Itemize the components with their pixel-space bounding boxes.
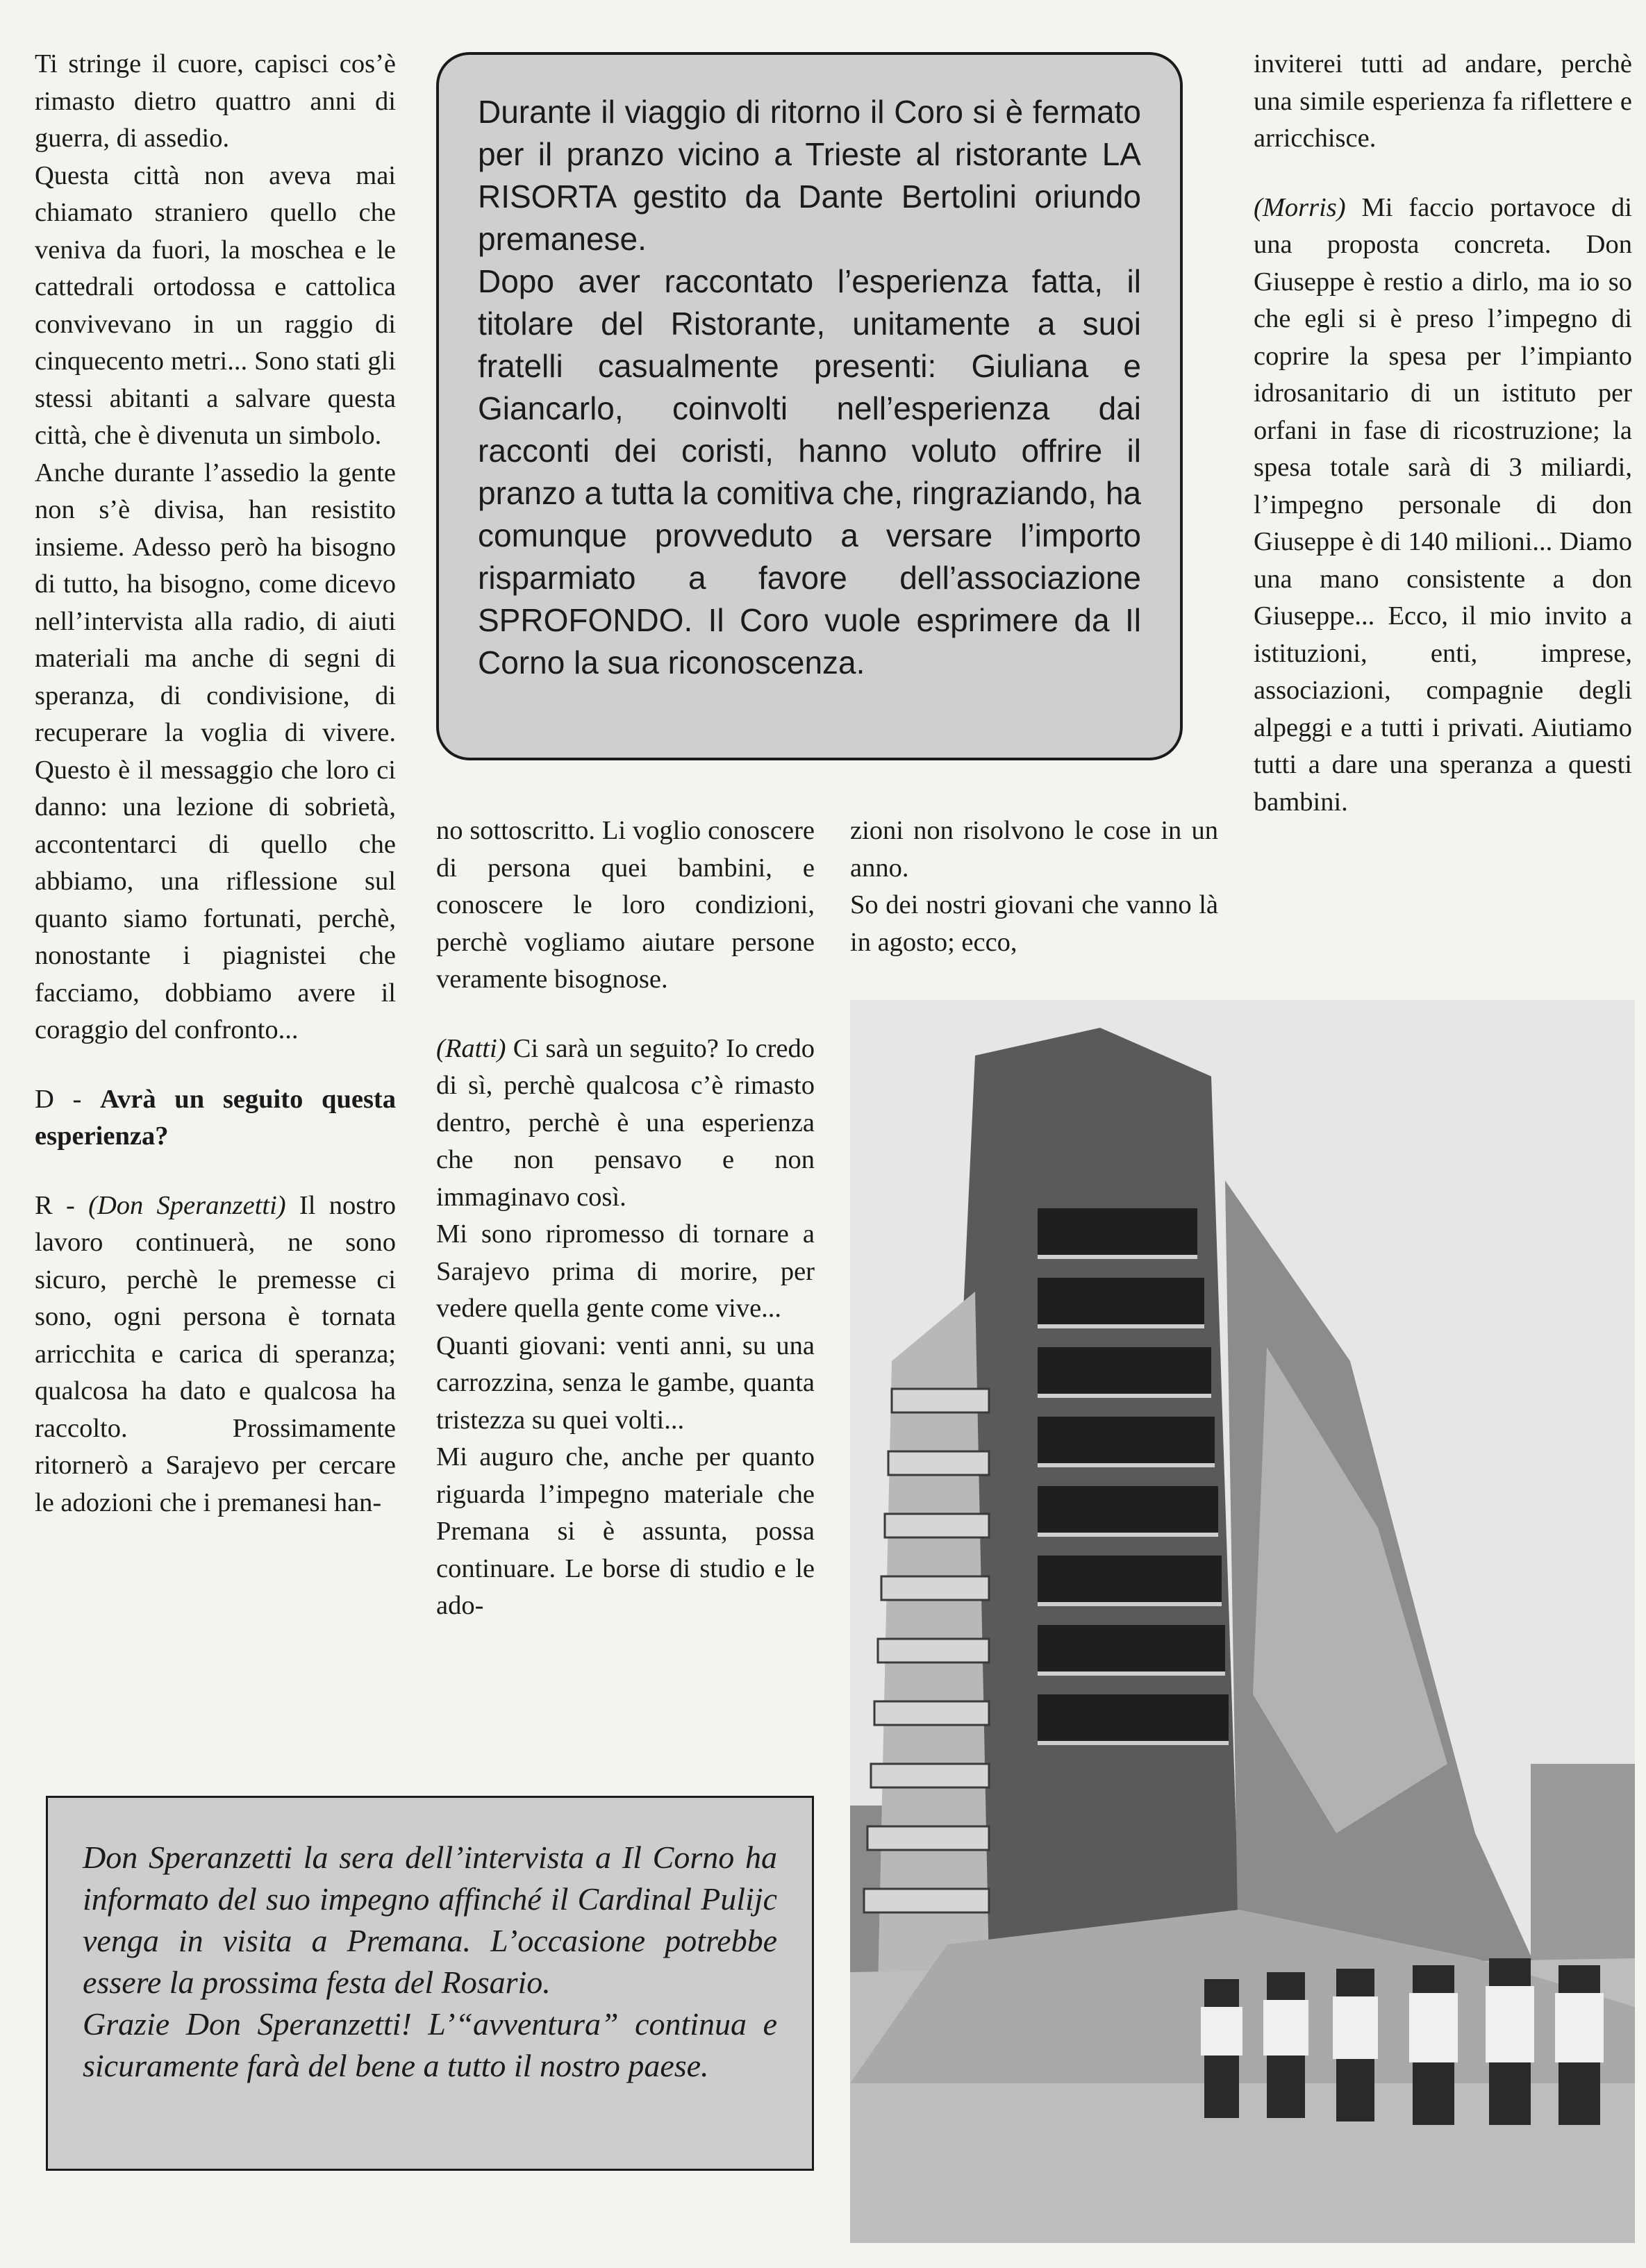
paragraph: zioni non risolvono le cose in un anno. <box>850 816 1218 883</box>
speaker-name: (Morris) <box>1254 192 1346 222</box>
article-column-3 <box>850 812 1218 961</box>
paragraph: Mi auguro che, anche per quanto riguarda l’impegno materiale che Premana si è assunta, possa continuare. Le borse di studio e le ado- <box>436 1442 815 1620</box>
paragraph: So dei nostri giovani che vanno là in agosto; ecco, <box>850 890 1218 957</box>
paragraph: Ti stringe il cuore, capisci cos’è rimasto dietro quattro anni di guerra, di assedio. <box>35 49 396 153</box>
answer-text: Il nostro lavoro continuerà, ne sono sicuro, perchè le premesse ci sono, ogni persona è tornata arricchita e carica di speranza; qualcosa ha dato e qualcosa ha raccolto. Prossimamente ritornerò a Sarajevo per cercare le adozioni che i premanesi han- <box>35 1190 396 1517</box>
paragraph <box>436 1031 815 1217</box>
note-paragraph: Grazie Don Speranzetti! L’“avventura” continua e sicuramente farà del bene a tutto il nostro paese. <box>83 2006 777 2083</box>
question-text: Avrà un seguito questa esperienza? <box>35 1084 396 1151</box>
article-column-1 <box>35 46 396 1521</box>
interview-question <box>35 1081 396 1156</box>
paragraph: Anche durante l’assedio la gente non s’è divisa, han resistito insieme. Adesso però ha bisogno di tutto, ha bisogno, come dicevo nell’intervista alla radio, di aiuti materiali ma anche di segni di speranza, di condivisione, di recuperare la voglia di vivere. Questo è il messaggio che loro ci danno: una lezione di sobrietà, accontentarci di quello che abbiamo, una riflessione sul quanto siamo fortunati, perchè, nonostante i piagnistei che facciamo, dobbiamo avere il coraggio del confronto... <box>35 458 396 1044</box>
interview-answer <box>35 1187 396 1522</box>
paragraph: Questa città non aveva mai chiamato straniero quello che veniva da fuori, la moschea e le cattedrali ortodossa e cattolica convivevano in un raggio di cinquecento metri... Sono stati gli stessi abitanti a salvare questa città, che è divenuta un simbolo. <box>35 160 396 450</box>
article-column-4 <box>1254 46 1632 821</box>
note-paragraph: Don Speranzetti la sera dell’intervista a Il Corno ha informato del suo impegno affinché il Cardinal Pulijc venga in visita a Premana. L’occasione potrebbe essere la prossima festa del Rosario. <box>83 1840 777 2000</box>
closing-note-box <box>46 1796 814 2171</box>
paragraph: Mi sono ripromesso di tornare a Sarajevo prima di morire, per vedere quella gente come vive... <box>436 1219 815 1323</box>
photo-illustration <box>850 1000 1635 2243</box>
speaker-name: (Don Speranzetti) <box>88 1190 286 1220</box>
paragraph-text: Mi faccio portavoce di una proposta concreta. Don Giuseppe è restio a dirlo, ma io so che egli si è preso l’impegno di coprire la spesa per l’impianto idrosanitario di un istituto per orfani in fase di ricostruzione; la spesa totale sarà di 3 miliardi, l’impegno personale di don Giuseppe è di 140 milioni... Diamo una mano consistente a don Giuseppe... Ecco, il mio invito a istituzioni, enti, imprese, associazioni, compagnie degli alpeggi e a tutti i privati. Aiutiamo tutti a dare una speranza a questi bambini. <box>1254 192 1632 817</box>
paragraph-text: Ci sarà un seguito? Io credo di sì, perchè qualcosa c’è rimasto dentro, perchè è una esperienza che non pensavo e non immaginavo così. <box>436 1033 815 1212</box>
bombed-building-photo-icon <box>850 1000 1635 2243</box>
paragraph <box>1254 190 1632 822</box>
note-paragraph: Durante il viaggio di ritorno il Coro si è fermato per il pranzo vicino a Trieste al ristorante LA RISORTA gestito da Dante Bertolini oriundo premanese. <box>478 94 1141 257</box>
question-prefix: D - <box>35 1084 101 1114</box>
restaurant-note-box <box>436 52 1183 760</box>
paragraph: inviterei tutti ad andare, perchè una simile esperienza fa riflettere e arricchisce. <box>1254 49 1632 153</box>
speaker-name: (Ratti) <box>436 1033 506 1063</box>
article-column-2 <box>436 812 815 1625</box>
answer-prefix: R - <box>35 1190 89 1220</box>
paragraph: no sottoscritto. Li voglio conoscere di persona quei bambini, e conoscere le loro condizioni, perchè vogliamo aiutare persone veramente bisognose. <box>436 816 815 994</box>
note-paragraph: Dopo aver raccontato l’esperienza fatta, il titolare del Ristorante, unitamente a suoi fratelli casualmente presenti: Giuliana e Giancarlo, coinvolti nell’esperienza dai racconti dei coristi, hanno voluto offrire il pranzo a tutta la comitiva che, ringraziando, ha comunque provveduto a versare l’importo risparmiato a favore dell’associazione SPROFONDO. Il Coro vuole esprimere da Il Corno la sua riconoscenza. <box>478 263 1141 681</box>
paragraph: Quanti giovani: venti anni, su una carrozzina, senza le gambe, quanta tristezza su quei volti... <box>436 1331 815 1435</box>
